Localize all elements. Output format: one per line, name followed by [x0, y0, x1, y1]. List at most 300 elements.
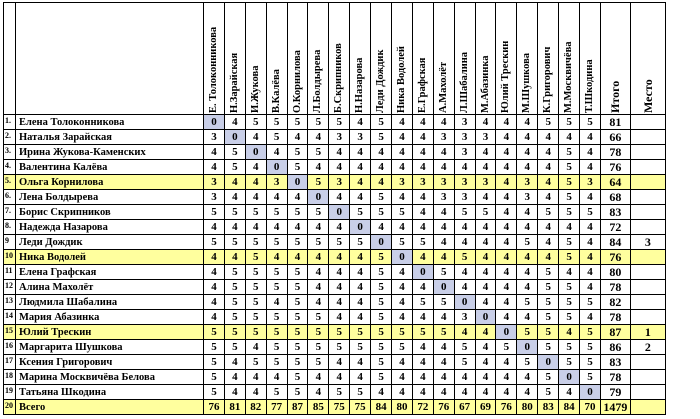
total-cell: 79 [600, 385, 630, 400]
score-cell: 76 [433, 400, 454, 415]
participant-name: Ника Водолей [16, 250, 204, 265]
score-cell: 4 [580, 220, 601, 235]
score-cell: 4 [224, 385, 245, 400]
score-cell: 5 [392, 325, 413, 340]
place-cell [630, 400, 665, 415]
row-number: 2. [4, 130, 16, 145]
column-header-label: К.Григорович [542, 46, 554, 113]
place-cell [630, 130, 665, 145]
score-cell: 4 [433, 310, 454, 325]
score-cell: 4 [308, 160, 329, 175]
participant-name: Ольга Корнилова [16, 175, 204, 190]
score-cell: 5 [392, 340, 413, 355]
score-cell: 4 [496, 160, 517, 175]
score-cell: 4 [392, 385, 413, 400]
score-cell: 4 [266, 370, 287, 385]
table-row [4, 295, 666, 310]
column-header-label: М.Шушкова [521, 52, 533, 113]
score-cell: 5 [308, 115, 329, 130]
score-cell: 5 [287, 160, 308, 175]
score-cell: 5 [224, 235, 245, 250]
score-cell: 4 [433, 145, 454, 160]
score-cell: 5 [538, 325, 559, 340]
score-cell: 3 [454, 130, 475, 145]
score-cell: 4 [392, 295, 413, 310]
place-cell [630, 175, 665, 190]
table-row [4, 205, 666, 220]
score-cell: 4 [454, 325, 475, 340]
column-header [204, 3, 225, 115]
score-cell: 5 [287, 370, 308, 385]
score-cell: 5 [580, 205, 601, 220]
score-cell: 5 [371, 130, 392, 145]
total-cell: 66 [600, 130, 630, 145]
score-cell: 4 [412, 220, 433, 235]
score-cell: 4 [538, 235, 559, 250]
score-cell: 4 [224, 175, 245, 190]
score-cell: 5 [308, 355, 329, 370]
score-cell: 0 [559, 370, 580, 385]
score-cell: 5 [266, 280, 287, 295]
score-cell: 4 [350, 145, 371, 160]
column-header-label: Л.Болдырева [312, 49, 324, 113]
score-cell: 4 [350, 250, 371, 265]
score-cell: 4 [308, 280, 329, 295]
row-number: 4. [4, 160, 16, 175]
score-cell: 5 [371, 205, 392, 220]
place-cell [630, 355, 665, 370]
score-cell: 3 [454, 145, 475, 160]
score-cell: 4 [350, 355, 371, 370]
corner-cell [4, 3, 16, 115]
row-number: 13 [4, 295, 16, 310]
column-header-label: Ника Водолей [395, 45, 407, 113]
participant-name: Мария Абазинка [16, 310, 204, 325]
total-cell: 68 [600, 190, 630, 205]
score-cell: 0 [517, 340, 538, 355]
score-cell: 4 [433, 355, 454, 370]
score-cell: 83 [538, 400, 559, 415]
score-cell: 4 [392, 370, 413, 385]
score-cell: 4 [517, 205, 538, 220]
total-cell: 1479 [600, 400, 630, 415]
score-cell: 4 [433, 205, 454, 220]
participant-name: Лена Болдырева [16, 190, 204, 205]
score-cell: 3 [329, 130, 350, 145]
score-cell: 4 [496, 205, 517, 220]
score-cell: 4 [517, 160, 538, 175]
column-header [266, 3, 287, 115]
column-header [496, 3, 517, 115]
score-cell: 4 [371, 145, 392, 160]
score-cell: 5 [266, 385, 287, 400]
place-cell [630, 160, 665, 175]
row-number: 20 [4, 400, 16, 415]
score-cell: 4 [580, 310, 601, 325]
score-cell: 4 [266, 250, 287, 265]
score-cell: 4 [412, 370, 433, 385]
score-cell: 4 [454, 385, 475, 400]
score-cell: 4 [496, 370, 517, 385]
score-cell: 4 [475, 115, 496, 130]
scores-table [3, 2, 666, 415]
score-cell: 0 [412, 265, 433, 280]
score-cell: 3 [517, 190, 538, 205]
total-cell: 84 [600, 235, 630, 250]
total-cell: 83 [600, 205, 630, 220]
score-cell: 5 [559, 190, 580, 205]
column-header-label: Б.Скрипников [333, 42, 345, 113]
header-row [4, 3, 666, 115]
table-row [4, 235, 666, 250]
score-cell: 5 [392, 205, 413, 220]
total-header-label: Итого [608, 80, 623, 113]
score-cell: 3 [517, 175, 538, 190]
column-header [392, 3, 413, 115]
score-cell: 4 [538, 220, 559, 235]
score-cell: 4 [204, 310, 225, 325]
score-cell: 5 [266, 205, 287, 220]
score-cell: 3 [433, 175, 454, 190]
score-cell: 82 [245, 400, 266, 415]
score-cell: 5 [371, 265, 392, 280]
score-cell: 4 [475, 190, 496, 205]
score-cell: 5 [454, 205, 475, 220]
score-cell: 5 [266, 325, 287, 340]
score-cell: 5 [496, 340, 517, 355]
score-cell: 5 [475, 205, 496, 220]
table-row [4, 115, 666, 130]
column-header-label: Т.Шкодина [583, 58, 595, 113]
participant-name: Борис Скрипников [16, 205, 204, 220]
column-header-label: Л.Шабалина [458, 51, 470, 113]
place-cell: 1 [630, 325, 665, 340]
score-cell: 4 [245, 370, 266, 385]
score-cell: 4 [329, 310, 350, 325]
score-cell: 5 [329, 385, 350, 400]
column-header-label: Н.Назарова [354, 57, 366, 113]
score-cell: 5 [287, 265, 308, 280]
score-cell: 5 [308, 325, 329, 340]
score-cell: 5 [559, 295, 580, 310]
score-cell: 5 [245, 355, 266, 370]
score-cell: 5 [454, 355, 475, 370]
score-cell: 5 [329, 325, 350, 340]
total-cell: 86 [600, 340, 630, 355]
score-cell: 3 [475, 175, 496, 190]
column-header-label: Н.Зарайская [228, 52, 240, 113]
score-cell: 3 [266, 175, 287, 190]
place-cell [630, 145, 665, 160]
score-cell: 5 [538, 385, 559, 400]
score-cell: 4 [224, 355, 245, 370]
score-cell: 5 [559, 160, 580, 175]
score-cell: 3 [204, 190, 225, 205]
score-cell: 4 [475, 250, 496, 265]
row-number: 19 [4, 385, 16, 400]
table-row [4, 370, 666, 385]
score-cell: 0 [308, 190, 329, 205]
column-header [559, 3, 580, 115]
column-header [224, 3, 245, 115]
score-cell: 5 [224, 145, 245, 160]
score-cell: 0 [329, 205, 350, 220]
score-cell: 84 [559, 400, 580, 415]
participant-name: Марина Москвичёва Белова [16, 370, 204, 385]
score-cell: 5 [224, 160, 245, 175]
score-cell: 5 [433, 295, 454, 310]
score-cell: 5 [517, 235, 538, 250]
score-cell: 4 [433, 340, 454, 355]
score-cell: 4 [496, 310, 517, 325]
column-header [580, 3, 601, 115]
score-cell: 4 [329, 355, 350, 370]
score-cell: 5 [204, 325, 225, 340]
row-number: 16 [4, 340, 16, 355]
score-cell: 3 [204, 130, 225, 145]
score-cell: 4 [580, 160, 601, 175]
score-cell: 5 [454, 250, 475, 265]
table-row [4, 175, 666, 190]
score-cell: 5 [287, 205, 308, 220]
score-cell: 4 [329, 220, 350, 235]
score-cell: 76 [204, 400, 225, 415]
score-cell: 4 [475, 340, 496, 355]
score-cell: 67 [454, 400, 475, 415]
score-cell: 4 [433, 250, 454, 265]
score-cell: 4 [517, 145, 538, 160]
score-cell: 5 [204, 355, 225, 370]
row-number: 3. [4, 145, 16, 160]
score-cell: 5 [517, 355, 538, 370]
score-cell: 5 [204, 205, 225, 220]
score-cell: 3 [454, 190, 475, 205]
score-cell: 4 [371, 385, 392, 400]
row-number: 8. [4, 220, 16, 235]
score-cell: 4 [517, 265, 538, 280]
table-row [4, 355, 666, 370]
score-cell: 4 [329, 145, 350, 160]
total-cell: 78 [600, 145, 630, 160]
score-cell: 4 [559, 265, 580, 280]
score-cell: 4 [245, 340, 266, 355]
participant-name: Алина Махолёт [16, 280, 204, 295]
score-cell: 0 [245, 145, 266, 160]
column-header-label: Леди Дождик [375, 49, 387, 113]
total-cell: 76 [600, 160, 630, 175]
score-cell: 4 [496, 265, 517, 280]
score-cell: 4 [329, 160, 350, 175]
participant-name: Людмила Шабалина [16, 295, 204, 310]
score-cell: 5 [308, 235, 329, 250]
place-cell [630, 295, 665, 310]
score-cell: 5 [538, 280, 559, 295]
score-cell: 5 [224, 205, 245, 220]
column-header [412, 3, 433, 115]
score-cell: 4 [308, 220, 329, 235]
place-cell [630, 190, 665, 205]
total-cell: 82 [600, 295, 630, 310]
row-number: 5. [4, 175, 16, 190]
score-cell: 4 [350, 280, 371, 295]
column-header [517, 3, 538, 115]
score-cell: 4 [412, 340, 433, 355]
score-cell: 4 [475, 295, 496, 310]
score-cell: 4 [433, 160, 454, 175]
score-cell: 4 [266, 190, 287, 205]
score-cell: 5 [245, 295, 266, 310]
score-cell: 5 [245, 115, 266, 130]
score-cell: 4 [496, 250, 517, 265]
score-cell: 0 [224, 130, 245, 145]
participant-name: Надежда Назарова [16, 220, 204, 235]
score-cell: 5 [308, 205, 329, 220]
score-cell: 0 [496, 325, 517, 340]
score-cell: 5 [308, 340, 329, 355]
score-cell: 4 [580, 190, 601, 205]
score-cell: 4 [496, 175, 517, 190]
score-cell: 4 [433, 235, 454, 250]
score-cell: 3 [454, 310, 475, 325]
participant-name: Ксения Григорович [16, 355, 204, 370]
score-cell: 4 [224, 190, 245, 205]
place-cell: 2 [630, 340, 665, 355]
score-cell: 4 [517, 220, 538, 235]
score-cell: 4 [371, 220, 392, 235]
score-cell: 5 [224, 265, 245, 280]
score-cell: 4 [538, 250, 559, 265]
score-cell: 5 [371, 340, 392, 355]
score-cell: 4 [412, 115, 433, 130]
score-cell: 4 [412, 160, 433, 175]
score-cell: 85 [308, 400, 329, 415]
score-cell: 5 [287, 340, 308, 355]
score-cell: 4 [204, 160, 225, 175]
score-cell: 5 [559, 115, 580, 130]
score-cell: 4 [538, 175, 559, 190]
score-cell: 5 [371, 115, 392, 130]
place-cell [630, 265, 665, 280]
score-cell: 4 [392, 145, 413, 160]
total-header [600, 3, 630, 115]
row-number: 9 [4, 235, 16, 250]
score-cell: 4 [412, 190, 433, 205]
score-cell: 5 [266, 235, 287, 250]
table-row [4, 340, 666, 355]
score-cell: 0 [454, 295, 475, 310]
score-cell: 4 [412, 250, 433, 265]
score-cell: 4 [392, 115, 413, 130]
total-cell: 83 [600, 355, 630, 370]
score-cell: 5 [412, 325, 433, 340]
row-number: 14 [4, 310, 16, 325]
score-cell: 5 [287, 385, 308, 400]
score-cell: 80 [392, 400, 413, 415]
score-cell: 4 [412, 205, 433, 220]
score-cell: 87 [287, 400, 308, 415]
score-cell: 4 [412, 130, 433, 145]
score-cell: 4 [245, 385, 266, 400]
score-cell: 5 [559, 340, 580, 355]
row-number: 12 [4, 280, 16, 295]
score-cell: 5 [580, 325, 601, 340]
score-cell: 5 [287, 295, 308, 310]
score-cell: 5 [224, 280, 245, 295]
score-cell: 4 [329, 295, 350, 310]
score-cell: 5 [287, 355, 308, 370]
score-cell: 5 [204, 385, 225, 400]
score-cell: 0 [266, 160, 287, 175]
score-cell: 0 [433, 280, 454, 295]
score-cell: 4 [308, 385, 329, 400]
score-cell: 4 [517, 115, 538, 130]
score-cell: 4 [433, 115, 454, 130]
row-number: 10 [4, 250, 16, 265]
score-cell: 5 [559, 205, 580, 220]
total-cell: 76 [600, 250, 630, 265]
score-cell: 5 [287, 235, 308, 250]
score-cell: 3 [580, 175, 601, 190]
score-cell: 3 [392, 175, 413, 190]
column-header-label: М.Абазинка [479, 54, 491, 113]
score-cell: 4 [496, 220, 517, 235]
place-cell [630, 370, 665, 385]
score-cell: 4 [350, 115, 371, 130]
score-cell: 4 [475, 220, 496, 235]
score-cell: 5 [245, 235, 266, 250]
score-cell: 4 [538, 145, 559, 160]
score-cell: 5 [308, 145, 329, 160]
score-cell: 5 [287, 310, 308, 325]
score-cell: 5 [371, 190, 392, 205]
score-cell: 80 [517, 400, 538, 415]
column-header [350, 3, 371, 115]
score-cell: 69 [475, 400, 496, 415]
score-cell: 4 [204, 220, 225, 235]
column-header [245, 3, 266, 115]
score-cell: 3 [433, 190, 454, 205]
participant-name: Юлий Трескин [16, 325, 204, 340]
score-cell: 0 [350, 220, 371, 235]
score-cell: 5 [245, 280, 266, 295]
score-cell: 4 [308, 130, 329, 145]
score-cell: 5 [538, 340, 559, 355]
score-cell: 4 [350, 310, 371, 325]
table-row [4, 145, 666, 160]
score-cell: 4 [454, 235, 475, 250]
total-cell: 87 [600, 325, 630, 340]
score-cell: 4 [454, 370, 475, 385]
place-cell [630, 250, 665, 265]
column-header-label: И.Жукова [249, 65, 261, 113]
score-cell: 5 [580, 115, 601, 130]
score-cell: 5 [308, 310, 329, 325]
score-cell: 5 [454, 340, 475, 355]
score-cell: 3 [204, 175, 225, 190]
row-number: 18 [4, 370, 16, 385]
score-cell: 4 [287, 250, 308, 265]
score-cell: 76 [496, 400, 517, 415]
score-cell: 5 [350, 340, 371, 355]
score-cell: 4 [224, 220, 245, 235]
score-cell: 4 [392, 355, 413, 370]
score-cell: 72 [412, 400, 433, 415]
score-cell: 4 [580, 250, 601, 265]
score-cell: 4 [392, 310, 413, 325]
score-cell: 4 [559, 385, 580, 400]
score-cell: 4 [245, 130, 266, 145]
score-cell: 4 [496, 145, 517, 160]
